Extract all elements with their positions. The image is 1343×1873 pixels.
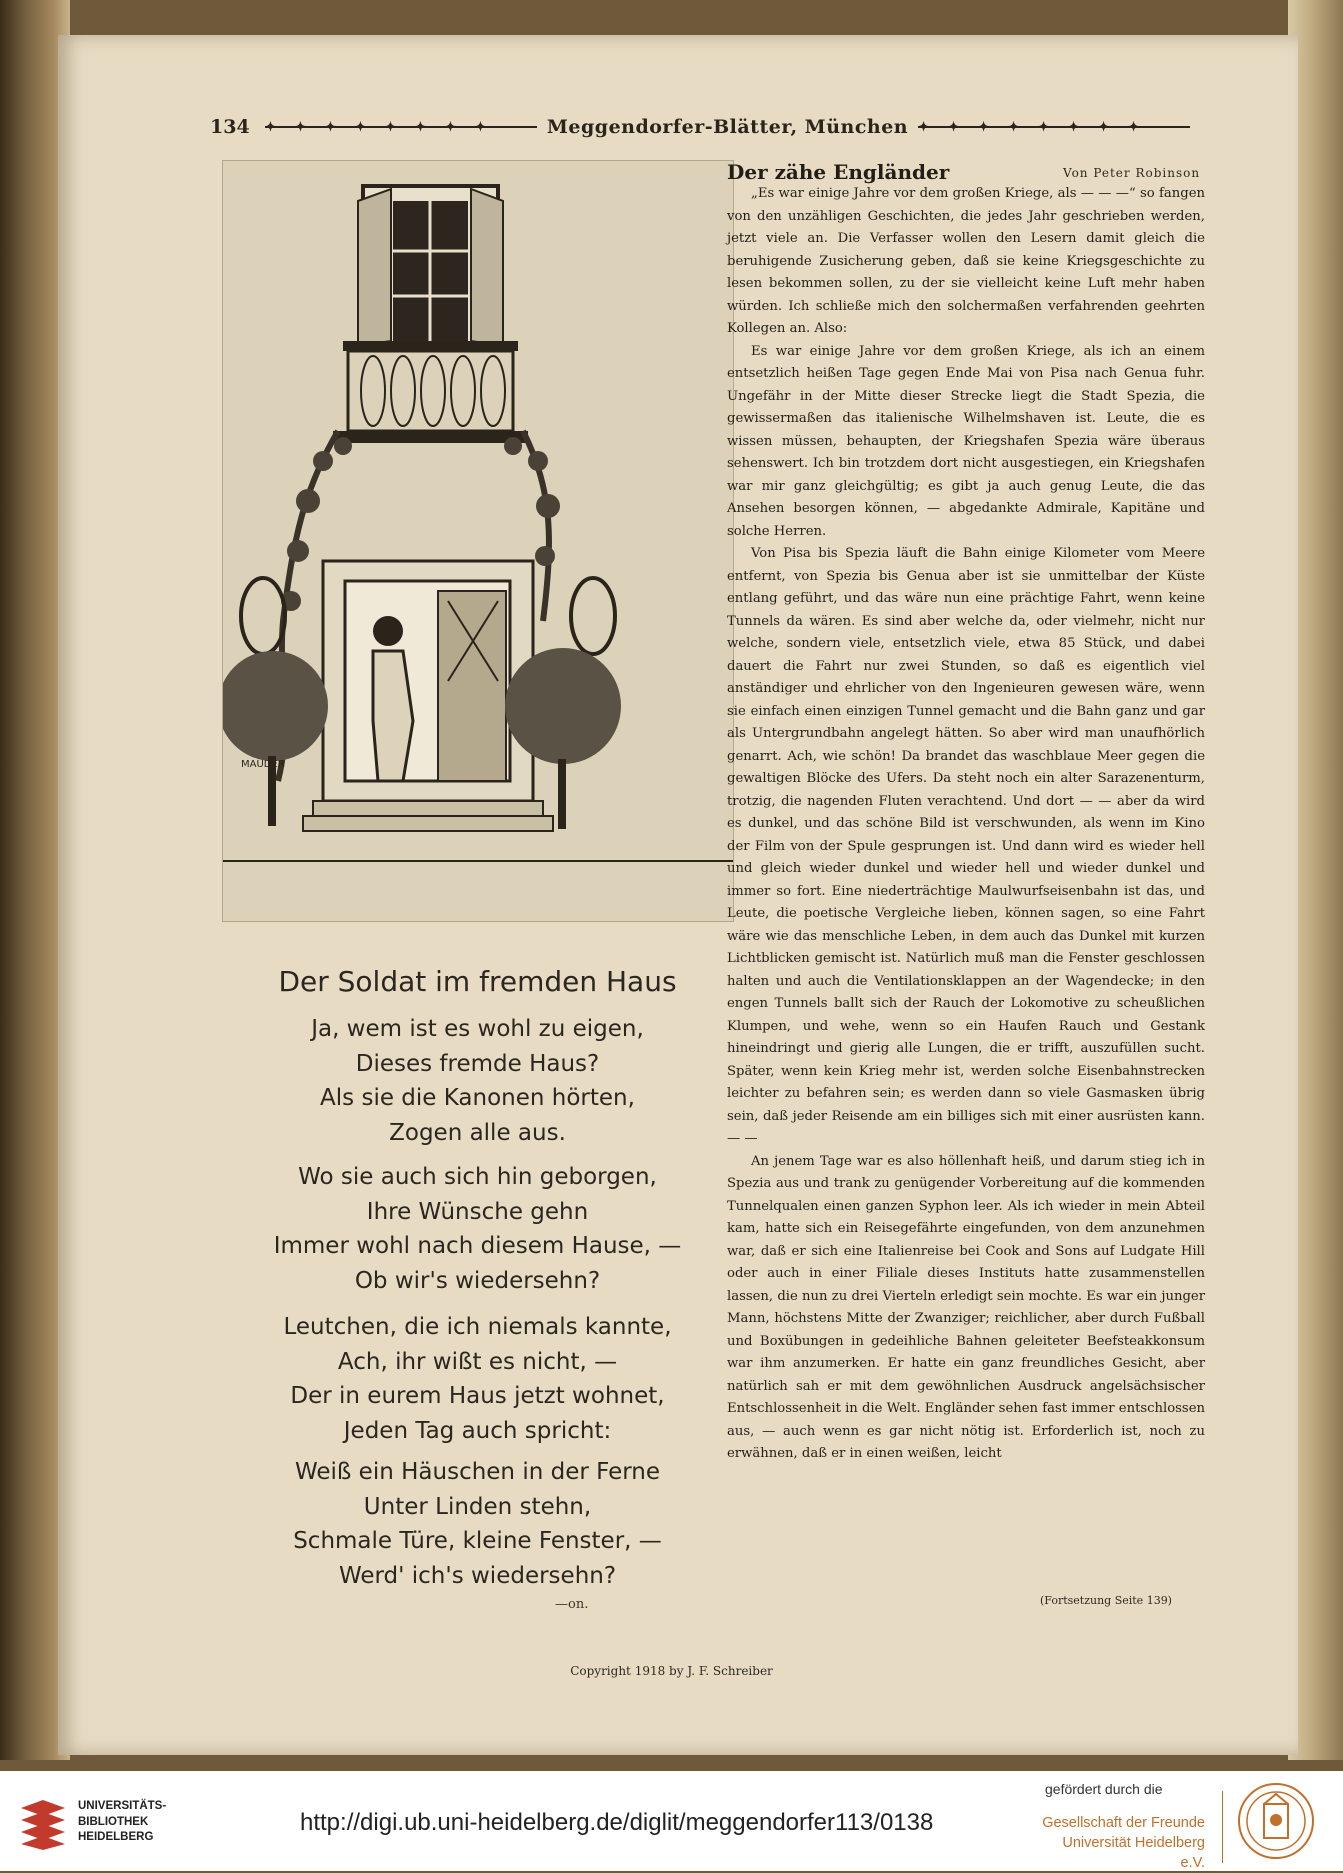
poem-stanza-2 (205, 1160, 750, 1298)
poem-line: Ihre Wünsche gehn (366, 1198, 589, 1225)
header-ornament-left: ✦ ✦ ✦ ✦ ✦ ✦ ✦ ✦ (265, 120, 537, 134)
header-ornament-right: ✦ ✦ ✦ ✦ ✦ ✦ ✦ ✦ (918, 120, 1190, 134)
poem-line: Ja, wem ist es wohl zu eigen, (311, 1016, 644, 1042)
page-number: 134 (210, 116, 250, 138)
footer-divider (1222, 1791, 1223, 1863)
library-logo-icon (17, 1798, 69, 1850)
permalink-url[interactable]: http://digi.ub.uni-heidelberg.de/diglit/meggendorfer113/0138 (300, 1809, 934, 1836)
poem-line: Ob wir's wiedersehn? (354, 1267, 601, 1294)
copyright-line: Copyright 1918 by J. F. Schreiber (570, 1664, 773, 1678)
poem-line: Schmale Türe, kleine Fenster, — (293, 1528, 662, 1554)
sponsor-label: gefördert durch die (1045, 1781, 1163, 1797)
poem-line: Unter Linden stehn, (363, 1493, 592, 1520)
library-name (78, 1799, 166, 1846)
article-author: Von Peter Robinson (1063, 166, 1201, 180)
poem-line: Wo sie auch sich hin geborgen, (298, 1164, 657, 1190)
article-paragraph: Von Pisa bis Spezia läuft die Bahn einige Kilometer vom Meere entfernt, von Spezia bis Genua aber ist sie unmittelbar der Küste entlang geführt, und das wäre nun eine prächtige Fahrt, wenn keine Tunnels da wären. Es sind aber welche da, oder vielmehr, nicht nur welche, sondern viele, entsetzlich viele, etwa 85 Stück, und dabei dauert die Fahrt nur zwei Stunden, so daß es eigentlich viel anständiger und ehrlicher von den Ingenieuren gewesen wäre, wenn sie einfach einen einzigen Tunnel gemacht und die Bahn ganz und gar als Untergrundbahn angelegt hätten. So aber wird man unaufhörlich genarrt. Ach, wie schön! Da brandet das waschblaue Meer gegen die gewaltigen Blöcke des Ufers. Da steht noch ein alter Sarazenenturm, trotzig, die nagenden Fluten verachtend. Und dort — — aber da wird es dunkel, und das schöne Bild ist verschwunden, als wenn im Kino der Film von der Spule gesprungen ist. Und dann wird es wieder hell und gleich wieder dunkel und wieder hell und wieder dunkel und immer so fort. Eine niederträchtige Maulwurfseisenbahn ist das, und Leute, die poetische Vergleiche lieben, können sagen, so eine Fahrt wäre wie das menschliche Leben, in dem auch das Dunkel mit kurzen Lichtblicken gemischt ist. Natürlich muß man die Fenster geschlossen halten und auch die Ventilationsklappen an der Wagendecke; in den engen Tunnels ballt sich der Rauch der Lokomotive zu scheußlichen Klumpen, und wehe, wenn so ein Haufen Rauch und Gestank hineindringt und gierig alle Lungen, die er trifft, auszufüllen sucht. Später, wenn kein Krieg mehr ist, werden solche Eisenbahnstrecken leichter zu befahren sein; es werden dann so viele Gasmasken übrig sein, daß jeder Reisende am ein billiges sich mit einer ausrüsten kann. — — (727, 546, 1205, 1146)
poem-line: Leutchen, die ich niemals kannte, (283, 1314, 672, 1340)
poem-line: Dieses fremde Haus? (355, 1050, 600, 1077)
library-name-line: UNIVERSITÄTS- (78, 1800, 167, 1812)
library-name-line: HEIDELBERG (78, 1831, 154, 1843)
house-illustration (222, 160, 734, 922)
article-paragraph: Es war einige Jahre vor dem großen Kriege, als ich an einem entsetzlich heißen Tage gegen Ende Mai von Pisa nach Genua fuhr. Ungefähr in der Mitte dieser Strecke liegt die Stadt Spezia, die gewissermaßen das italienische Wilhelmshaven ist. Leute, die es wissen müssen, behaupten, der Kriegshafen Spezia wäre überaus sehenswert. Ich bin trotzdem dort nicht ausgestiegen, ein Kriegshafen war mir ganz gleichgültig; es gibt ja auch genug Leute, die das Ansehen besorgen können, — abgedankte Admirale, Kapitäne und solche Herren. (727, 343, 1205, 539)
poem-line: Ach, ihr wißt es nicht, — (337, 1348, 618, 1375)
running-header (210, 112, 1200, 142)
poem-line: Weiß ein Häuschen in der Ferne (294, 1459, 661, 1485)
poem-title: Der Soldat im fremden Haus (278, 965, 677, 998)
poem-line: Zogen alle aus. (389, 1119, 566, 1146)
article-paragraph: „Es war einige Jahre vor dem großen Kriege, als — — —“ so fangen von den unzähligen Geschichten, die jedes Jahr geschrieben werden, jetzt viele an. Die Verfasser wollen den Lesern damit gleich die beruhigende Zusicherung geben, daß sie keine Kriegsgeschichte zu lesen bekommen sollen, zu der sie vielleicht keine Luft mehr haben würden. Ich schließe mich den solchermaßen verfahrenden geehrten Kollegen an. Also: (727, 186, 1205, 336)
poem-line: Der in eurem Haus jetzt wohnet, (290, 1383, 665, 1409)
sponsor-name (1040, 1813, 1205, 1873)
poem-line: Werd' ich's wiedersehn? (338, 1562, 617, 1589)
article-paragraph: An jenem Tage war es also höllenhaft heiß, und darum stieg ich in Spezia aus und trank zu genügender Vorbereitung auf die kommenden Tunnelqualen einen ganzen Syphon leer. Als ich wieder in mein Abteil kam, hatte sich ein Reisegefährte eingefunden, von dem anzunehmen war, daß er sich eine Italienreise bei Cook and Sons auf Ludgate Hill oder auch in einer Filiale dieses Instituts hatte zusammenstellen lassen, die nun zu drei Vierteln erledigt sein mochte. Es war ein junger Mann, höchstens Mitte der Zwanziger; reichlicher, aber durch Fußball und Boxübungen in gedeihliche Bahnen geleiteter Beefsteakkonsum war ihm anzumerken. Er hatte ein ganz freundliches Gesicht, aber natürlich sah er mit dem gewöhnlichen Ausdruck angelsächsischer Entschlossenheit in die Welt. Engländer sehen fast immer entschlossen aus, — auch wenn es gar nicht nötig ist. Erforderlich ist, noch zu erwähnen, daß er in einen weißen, leicht (727, 1153, 1206, 1461)
house-drawing (223, 161, 733, 921)
sponsor-line: Gesellschaft der Freunde (1042, 1815, 1205, 1831)
university-seal-icon (1237, 1782, 1315, 1860)
article-title: Der zähe Engländer (727, 160, 950, 184)
illustration-signature: MAUDER (241, 759, 285, 770)
poem-line: Als sie die Kanonen hörten, (320, 1085, 635, 1111)
poem-line: Jeden Tag auch spricht: (343, 1417, 612, 1444)
continuation-note: (Fortsetzung Seite 139) (1040, 1594, 1172, 1607)
poem-line: Immer wohl nach diesem Hause, — (273, 1233, 682, 1259)
poem-stanza-3 (205, 1310, 750, 1448)
digitization-footer (0, 1771, 1343, 1871)
running-title: Meggendorfer-Blätter, München (546, 116, 909, 138)
library-name-line: BIBLIOTHEK (78, 1815, 149, 1828)
poem-stanza-4 (205, 1455, 750, 1593)
poem-stanza-1 (205, 1012, 750, 1150)
poem-signature: —on. (555, 1597, 589, 1612)
sponsor-line: Universität Heidelberg e.V. (1062, 1835, 1205, 1871)
article-body (727, 183, 1205, 1466)
